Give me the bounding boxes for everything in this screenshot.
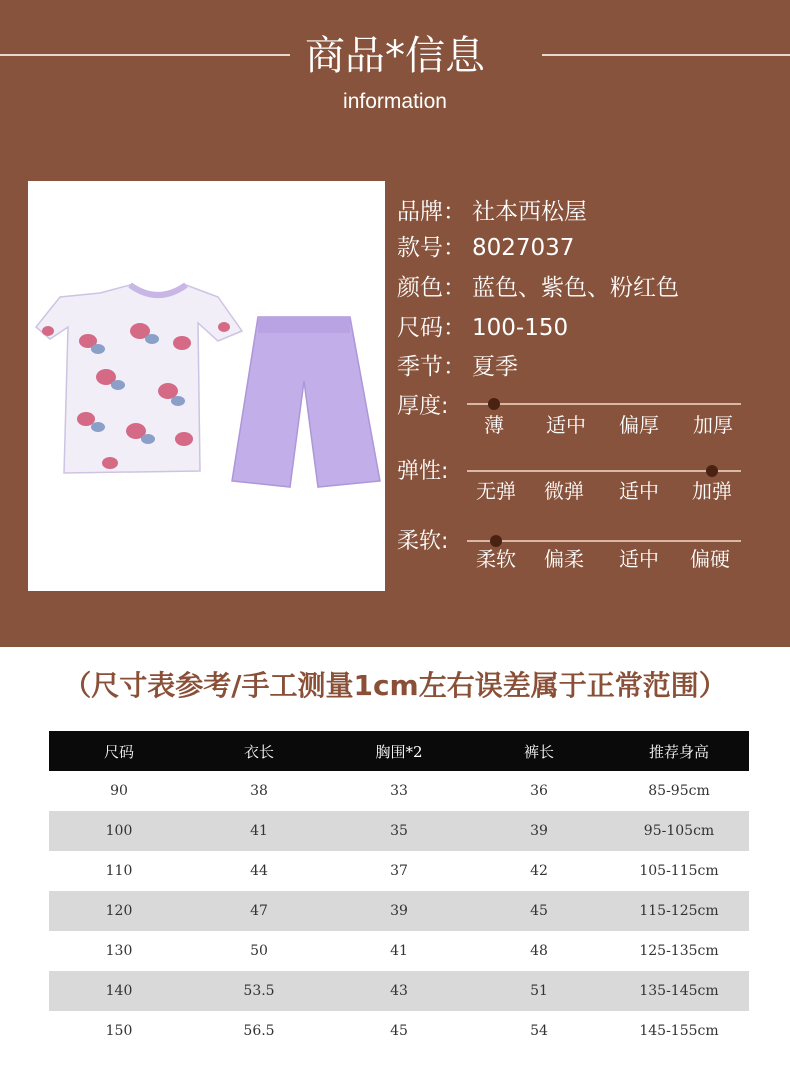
table-cell: 39 bbox=[469, 811, 609, 851]
table-cell: 90 bbox=[110, 783, 128, 799]
elasticity-option-none: 无弹 bbox=[476, 479, 516, 503]
section-subtitle: information bbox=[343, 90, 447, 113]
softness-option-hard: 偏硬 bbox=[690, 547, 730, 571]
table-cell: 38 bbox=[250, 783, 268, 799]
model-label: 款号： bbox=[397, 235, 466, 261]
table-cell: 130 bbox=[105, 943, 133, 959]
table-cell: 41 bbox=[390, 943, 408, 959]
brand-value: 社本西松屋 bbox=[472, 199, 587, 225]
table-row bbox=[49, 811, 749, 851]
softness-option-softer: 偏柔 bbox=[544, 547, 584, 571]
thickness-option-thin: 薄 bbox=[484, 413, 504, 437]
thickness-option-medium: 适中 bbox=[546, 413, 586, 437]
elasticity-label: 弹性: bbox=[397, 459, 449, 484]
table-cell: 33 bbox=[390, 783, 408, 799]
thickness-option-thick: 加厚 bbox=[693, 413, 733, 437]
brand-label: 品牌： bbox=[397, 199, 466, 225]
measurement-notice: （尺寸表参考/手工测量1cm左右误差属于正常范围） bbox=[63, 669, 727, 702]
product-illustration bbox=[28, 181, 385, 591]
table-cell: 37 bbox=[390, 863, 408, 879]
table-row bbox=[49, 891, 749, 931]
table-cell: 135-145cm bbox=[609, 971, 749, 1011]
elasticity-option-slight: 微弹 bbox=[544, 479, 584, 503]
color-value: 蓝色、紫色、粉红色 bbox=[472, 275, 679, 301]
elasticity-marker bbox=[706, 465, 718, 477]
softness-option-soft: 柔软 bbox=[476, 547, 516, 571]
section-title: 商品*信息 bbox=[305, 33, 485, 79]
table-cell: 51 bbox=[469, 971, 609, 1011]
table-cell: 140 bbox=[49, 971, 189, 1011]
table-cell: 35 bbox=[329, 811, 469, 851]
table-row bbox=[49, 851, 749, 891]
color-row bbox=[397, 272, 679, 304]
table-cell: 44 bbox=[250, 863, 268, 879]
elasticity-option-high: 加弹 bbox=[692, 479, 732, 503]
table-cell: 110 bbox=[105, 863, 133, 879]
table-cell: 41 bbox=[189, 811, 329, 851]
header-chest: 胸围*2 bbox=[329, 731, 469, 771]
softness-label: 柔软: bbox=[397, 529, 449, 554]
table-cell: 95-105cm bbox=[609, 811, 749, 851]
table-cell: 120 bbox=[49, 891, 189, 931]
table-cell: 36 bbox=[530, 783, 548, 799]
size-table-header bbox=[49, 731, 749, 771]
elasticity-track bbox=[467, 470, 741, 472]
table-cell: 45 bbox=[469, 891, 609, 931]
table-cell: 48 bbox=[530, 943, 548, 959]
table-cell: 45 bbox=[390, 1023, 408, 1039]
header-size: 尺码 bbox=[49, 731, 189, 771]
color-label: 颜色： bbox=[397, 275, 466, 301]
thickness-label: 厚度: bbox=[397, 394, 449, 419]
model-value: 8027037 bbox=[472, 235, 575, 261]
thickness-marker bbox=[488, 398, 500, 410]
model-row bbox=[397, 232, 574, 264]
elasticity-option-medium: 适中 bbox=[619, 479, 659, 503]
table-cell: 47 bbox=[189, 891, 329, 931]
size-row bbox=[397, 312, 568, 344]
header-top-length: 衣长 bbox=[189, 731, 329, 771]
table-row bbox=[49, 1011, 749, 1051]
softness-option-medium: 适中 bbox=[619, 547, 659, 571]
season-row bbox=[397, 351, 518, 383]
table-cell: 43 bbox=[329, 971, 469, 1011]
thickness-track bbox=[467, 403, 741, 405]
table-cell: 39 bbox=[329, 891, 469, 931]
header-pants-length: 裤长 bbox=[469, 731, 609, 771]
brand-row bbox=[397, 196, 587, 228]
table-cell: 125-135cm bbox=[639, 943, 719, 959]
table-cell: 100 bbox=[49, 811, 189, 851]
table-cell: 145-155cm bbox=[639, 1023, 719, 1039]
table-cell: 56.5 bbox=[243, 1023, 275, 1039]
table-cell: 54 bbox=[530, 1023, 548, 1039]
season-label: 季节： bbox=[397, 354, 466, 380]
table-cell: 115-125cm bbox=[609, 891, 749, 931]
season-value: 夏季 bbox=[472, 354, 518, 380]
table-row bbox=[49, 931, 749, 971]
table-cell: 85-95cm bbox=[648, 783, 710, 799]
table-row bbox=[49, 771, 749, 811]
size-value: 100-150 bbox=[472, 315, 569, 341]
product-photo bbox=[28, 181, 385, 591]
softness-track bbox=[467, 540, 741, 542]
table-row bbox=[49, 971, 749, 1011]
header-height: 推荐身高 bbox=[609, 731, 749, 771]
table-cell: 105-115cm bbox=[639, 863, 719, 879]
table-cell: 53.5 bbox=[189, 971, 329, 1011]
table-cell: 42 bbox=[530, 863, 548, 879]
size-table bbox=[49, 731, 749, 1051]
table-cell: 150 bbox=[105, 1023, 133, 1039]
size-label: 尺码： bbox=[397, 315, 466, 341]
table-cell: 50 bbox=[250, 943, 268, 959]
thickness-option-thicker: 偏厚 bbox=[619, 413, 659, 437]
